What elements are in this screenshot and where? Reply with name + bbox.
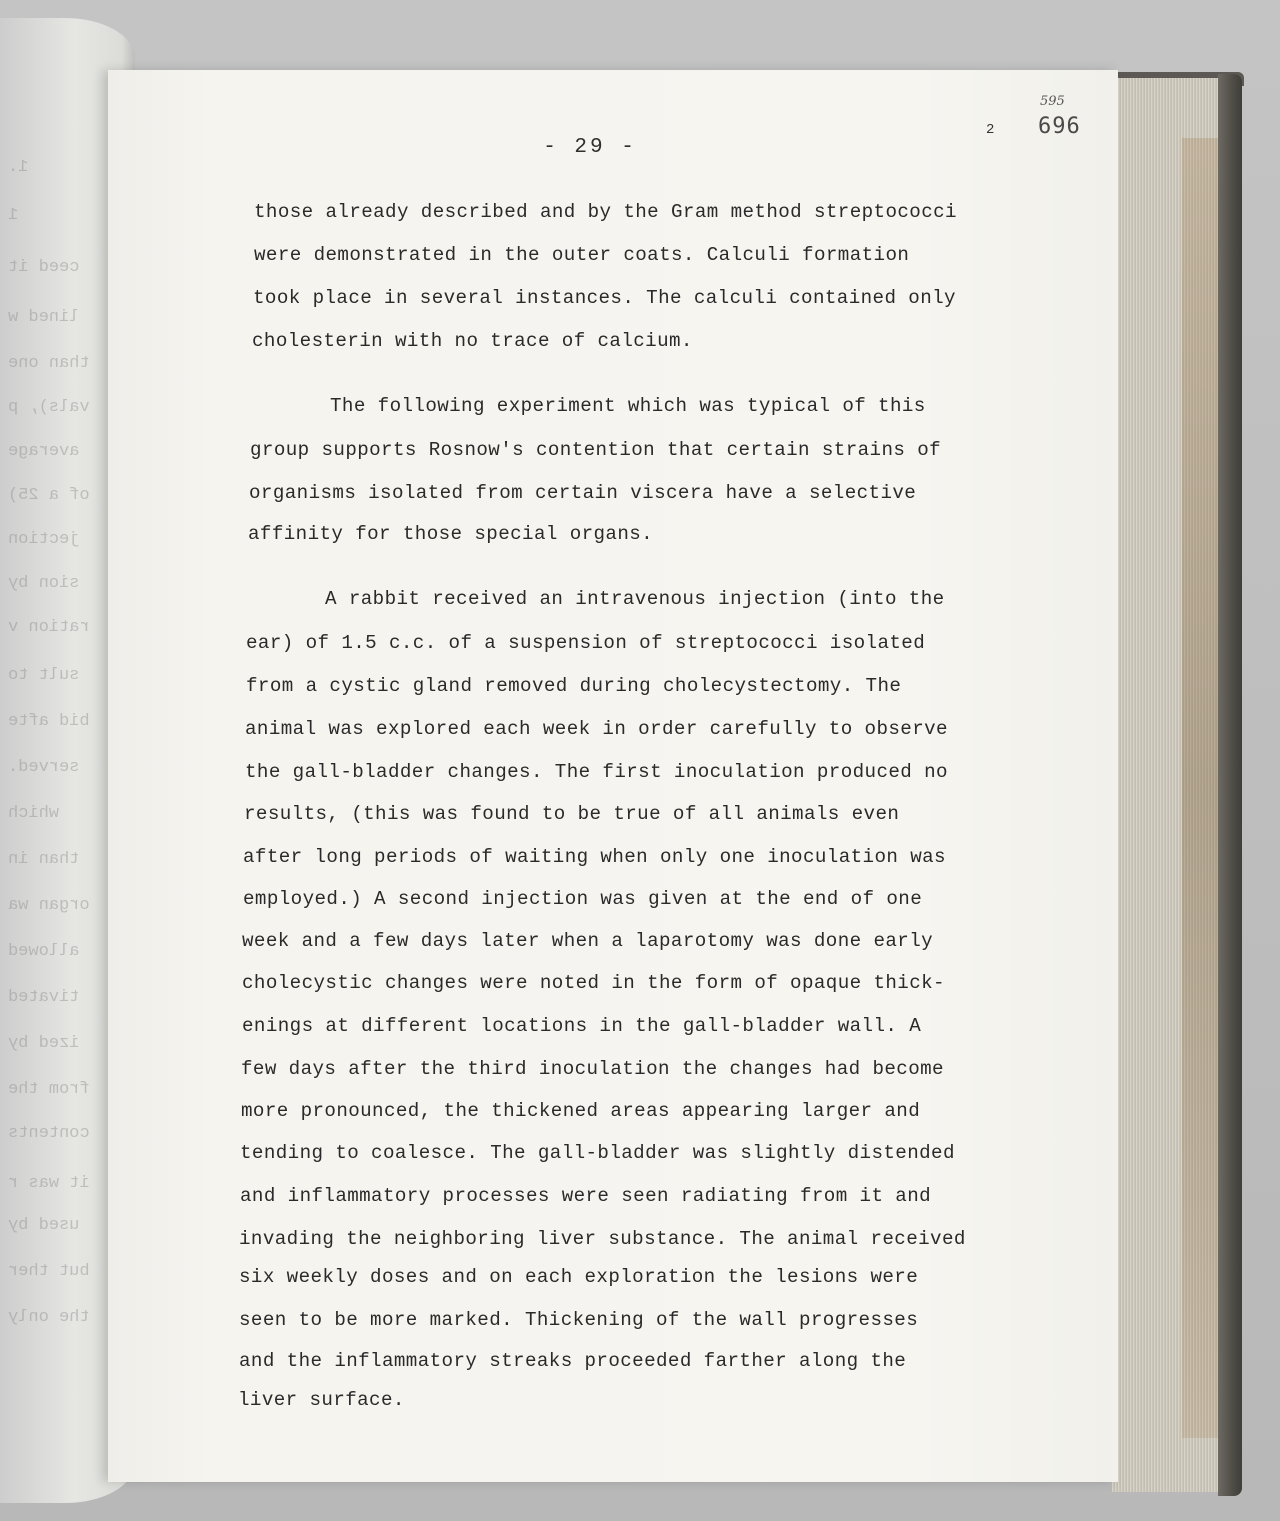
- bleed-through-text: from the: [8, 1080, 90, 1099]
- text-line: animal was explored each week in order carefully to observe: [245, 718, 948, 740]
- bleed-through-text: sult to: [8, 666, 80, 685]
- text-line: ear) of 1.5 c.c. of a suspension of streptococci isolated: [246, 632, 926, 654]
- text-line: organisms isolated from certain viscera have a selective: [249, 482, 917, 504]
- bleed-through-text: 1: [8, 206, 19, 225]
- text-line: tending to coalesce. The gall-bladder was slightly distended: [240, 1142, 955, 1164]
- text-line: liver surface.: [238, 1389, 405, 1411]
- page-number: - 29 -: [543, 136, 637, 159]
- bleed-through-text: bid afte: [8, 712, 90, 731]
- page-edge-stain: [1182, 138, 1222, 1438]
- bleed-through-text: organ wa: [8, 896, 90, 915]
- bleed-through-text: 1.: [8, 158, 29, 177]
- text-line: more pronounced, the thickened areas appearing larger and: [241, 1100, 921, 1122]
- bleed-through-text: ceed it: [8, 258, 80, 277]
- text-line: affinity for those special organs.: [248, 523, 654, 545]
- text-line: after long periods of waiting when only one inoculation was: [243, 846, 946, 868]
- bleed-through-text: contents: [8, 1124, 90, 1143]
- text-line: and the inflammatory streaks proceeded farther along the: [239, 1350, 907, 1372]
- bleed-through-text: sion by: [8, 574, 80, 593]
- bleed-through-text: ration v: [8, 618, 90, 637]
- bleed-through-text: of a 25): [8, 486, 90, 505]
- text-line: those already described and by the Gram method streptococci: [254, 201, 957, 223]
- folio-pencil-annotation: 595: [1040, 94, 1065, 109]
- text-line: employed.) A second injection was given at the end of one: [243, 888, 923, 910]
- text-line: were demonstrated in the outer coats. Calculi formation: [254, 244, 910, 266]
- bleed-through-text: ized by: [8, 1034, 80, 1053]
- bleed-through-text: used by: [8, 1216, 80, 1235]
- text-line: cholesterin with no trace of calcium.: [252, 330, 693, 352]
- text-line: six weekly doses and on each exploration the lesions were: [239, 1266, 919, 1288]
- text-line: cholecystic changes were noted in the form of opaque thick-: [242, 972, 945, 994]
- text-line: few days after the third inoculation the changes had become: [241, 1058, 944, 1080]
- text-line: week and a few days later when a laparotomy was done early: [242, 930, 934, 952]
- bleed-through-text: vals), p: [8, 398, 90, 417]
- text-line: and inflammatory processes were seen radiating from it and: [240, 1185, 932, 1207]
- margin-mark: 2: [986, 122, 995, 138]
- text-line: enings at different locations in the gall-bladder wall. A: [242, 1015, 922, 1037]
- text-line: seen to be more marked. Thickening of the wall progresses: [239, 1309, 919, 1331]
- bleed-through-text: it was r: [8, 1174, 90, 1193]
- bleed-through-text: tivated: [8, 988, 80, 1007]
- text-line: the gall-bladder changes. The first inoculation produced no: [245, 761, 948, 783]
- bleed-through-text: than in: [8, 850, 80, 869]
- bleed-through-text: served.: [8, 758, 80, 777]
- text-line: group supports Rosnow's contention that certain strains of: [250, 439, 942, 461]
- text-line: A rabbit received an intravenous injection (into the: [325, 588, 945, 610]
- text-line: results, (this was found to be true of all animals even: [244, 803, 900, 825]
- bleed-through-text: jection: [8, 530, 80, 549]
- text-line: invading the neighboring liver substance. The animal received: [239, 1228, 966, 1250]
- bleed-through-text: but ther: [8, 1262, 90, 1281]
- bleed-through-text: the only: [8, 1308, 90, 1327]
- bleed-through-text: lined w: [8, 308, 80, 327]
- text-line: from a cystic gland removed during cholecystectomy. The: [246, 675, 902, 697]
- folio-stamp: 696: [1038, 114, 1081, 139]
- book-cover-edge: [1218, 74, 1242, 1496]
- bleed-through-text: allowed: [8, 942, 80, 961]
- bleed-through-text: which: [8, 804, 60, 823]
- bleed-through-text: average: [8, 442, 80, 461]
- text-line: The following experiment which was typical of this: [330, 395, 926, 417]
- bleed-through-text: than one: [8, 354, 90, 373]
- book-page-edges: [1112, 78, 1232, 1492]
- text-line: took place in several instances. The calculi contained only: [253, 287, 956, 309]
